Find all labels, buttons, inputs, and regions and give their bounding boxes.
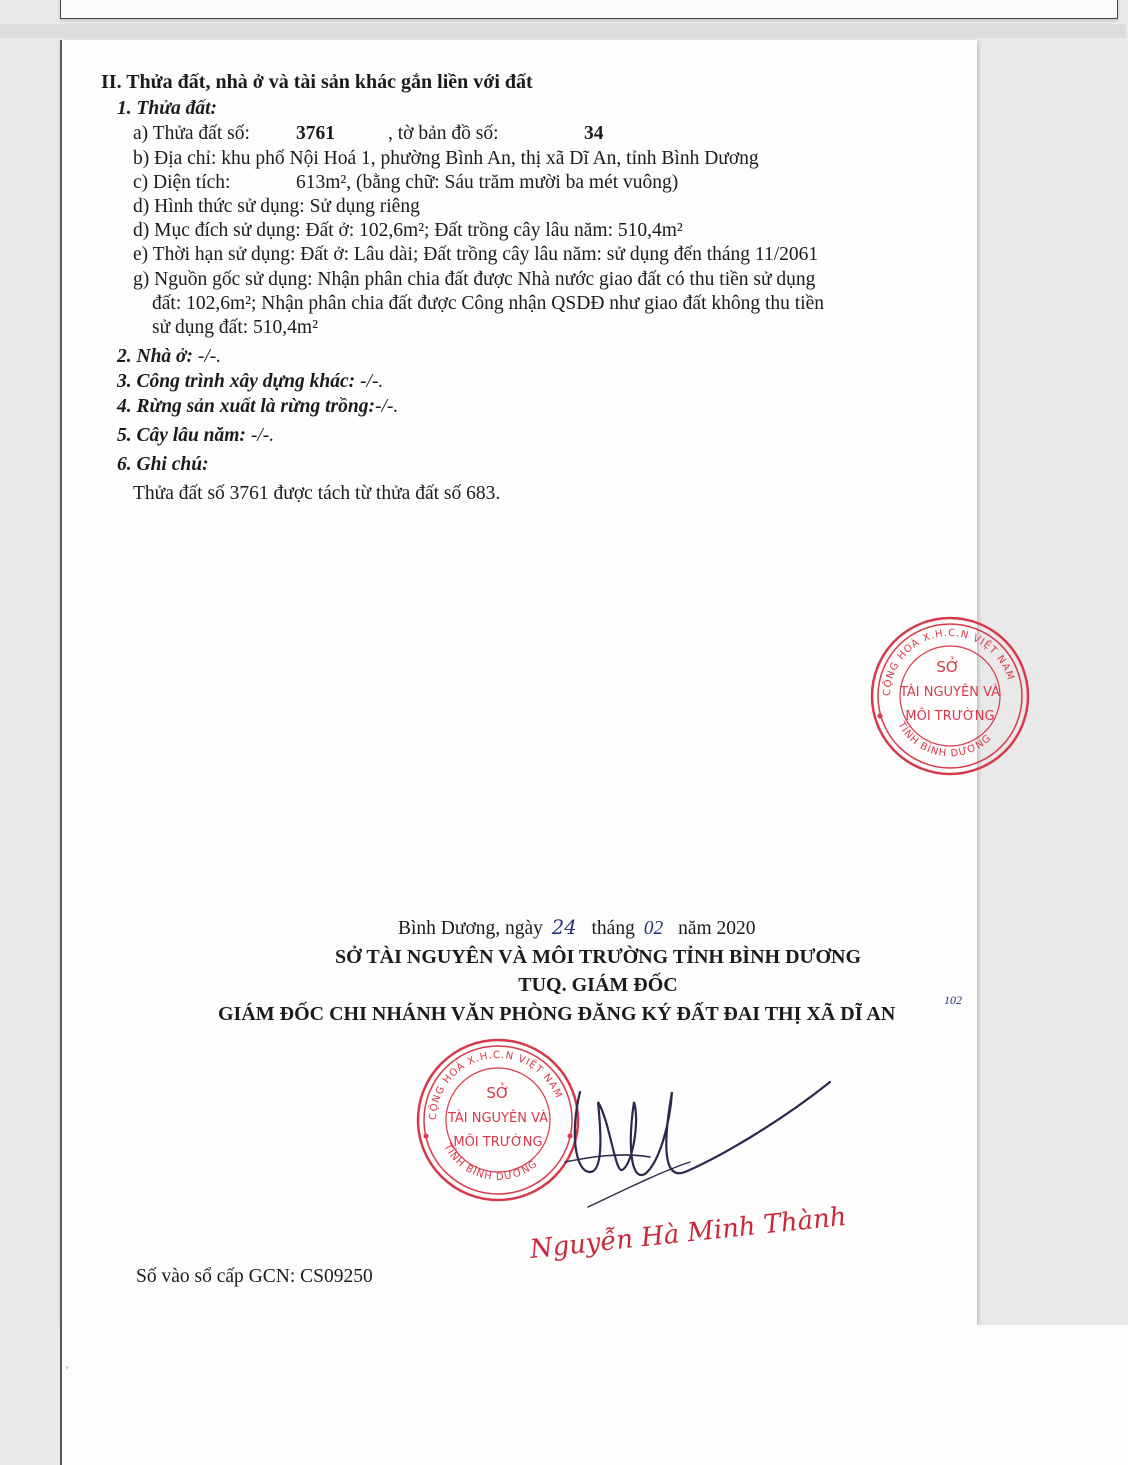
authority-title: SỞ TÀI NGUYÊN VÀ MÔI TRƯỜNG TỈNH BÌNH DƯƠNG (335, 946, 861, 968)
side-seal-stamp (862, 612, 1016, 780)
usage-term: e) Thời hạn sử dụng: Đất ở: Lâu dài; Đất trồng cây lâu năm: sử dụng đến tháng 11/2061 (133, 244, 819, 265)
director-title: GIÁM ĐỐC CHI NHÁNH VĂN PHÒNG ĐĂNG KÝ ĐẤT ĐAI THỊ XÃ DĨ AN (218, 1003, 896, 1025)
usage-purpose: d) Mục đích sử dụng: Đất ở: 102,6m²; Đất trồng cây lâu năm: 510,4m² (133, 220, 683, 241)
side-seal-line-1: SỞ (936, 658, 960, 676)
side-seal-line-2: TÀI NGUYÊN VÀ (899, 685, 1001, 700)
forest-value: -/-. (375, 396, 399, 417)
usage-form: d) Hình thức sử dụng: Sử dụng riêng (133, 196, 420, 217)
page-mark: ' (66, 1363, 69, 1377)
map-sheet-number: 34 (584, 123, 604, 144)
register-label: Số vào sổ cấp GCN: (136, 1266, 296, 1287)
area-value: 613m², (bằng chữ: Sáu trăm mười ba mét vuông) (296, 172, 679, 193)
origin-line-3: sử dụng đất: 510,4m² (152, 317, 318, 338)
date-place: Bình Dương, ngày (398, 918, 543, 939)
side-seal-bottom: TỈNH BÌNH DƯƠNG (895, 720, 994, 760)
date-month: 02 (643, 918, 664, 939)
main-seal-line-1: SỞ (486, 1084, 510, 1102)
construction-row (117, 370, 383, 394)
signer-name: Nguyễn Hà Minh Thành (528, 1201, 848, 1265)
origin-line-1: g) Nguồn gốc sử dụng: Nhận phân chia đất được Nhà nước giao đất có thu tiền sử dụng (133, 269, 816, 290)
map-sheet-label: , tờ bản đồ số: (388, 123, 499, 144)
main-seal-ring: CỘNG HOÀ X.H.C.N VIỆT NAM (427, 1049, 564, 1121)
previous-page-edge (60, 0, 1118, 19)
area-label: c) Diện tích: (133, 172, 231, 193)
trees-row (117, 424, 274, 448)
parcel-number-label: a) Thửa đất số: (133, 123, 250, 144)
signature-scribble (560, 1062, 840, 1222)
note-text: Thửa đất số 3761 được tách từ thửa đất số 683. (133, 483, 501, 504)
trees-value: -/-. (250, 425, 275, 446)
page-gap (0, 24, 1126, 38)
official-seal-stamp (414, 1036, 582, 1204)
note-heading: 6. Ghi chú: (117, 454, 209, 475)
side-seal-ring: CỘNG HOÀ X.H.C.N VIỆT NAM (881, 627, 1016, 697)
construction-label: 3. Công trình xây dựng khác: (117, 371, 356, 392)
month-label: tháng (591, 918, 635, 939)
forest-label: 4. Rừng sản xuất là rừng trồng: (117, 396, 375, 417)
handwritten-mark: 102 (944, 993, 962, 1007)
register-row (136, 1265, 373, 1289)
register-number: CS09250 (300, 1266, 373, 1287)
section-heading: II. Thửa đất, nhà ở và tài sản khác gắn liền với đất (101, 71, 533, 93)
main-seal-line-3: MÔI TRƯỜNG (453, 1135, 543, 1150)
house-value: -/-. (197, 346, 222, 367)
main-seal-line-2: TÀI NGUYÊN VÀ (447, 1111, 549, 1126)
tuq-title: TUQ. GIÁM ĐỐC (518, 974, 678, 996)
origin-line-2: đất: 102,6m²; Nhận phân chia đất được Công nhận QSDĐ như giao đất không thu tiền (152, 293, 825, 314)
address-line: b) Địa chỉ: khu phố Nội Hoá 1, phường Bình An, thị xã Dĩ An, tỉnh Bình Dương (133, 148, 759, 169)
main-seal-bottom: TỈNH BÌNH DƯƠNG (441, 1142, 541, 1183)
forest-row (117, 395, 398, 419)
date-line (398, 916, 756, 941)
house-row (117, 345, 221, 369)
side-seal-line-3: MÔI TRƯỜNG (905, 709, 995, 724)
house-label: 2. Nhà ở: (117, 346, 194, 367)
year-label: năm 2020 (678, 918, 756, 939)
construction-value: -/-. (360, 371, 384, 392)
trees-label: 5. Cây lâu năm: (117, 425, 246, 446)
parcel-number: 3761 (296, 123, 335, 144)
parcel-heading: 1. Thửa đất: (117, 98, 217, 119)
next-page-edge (60, 1325, 1128, 1465)
date-day: 24 (551, 916, 577, 939)
